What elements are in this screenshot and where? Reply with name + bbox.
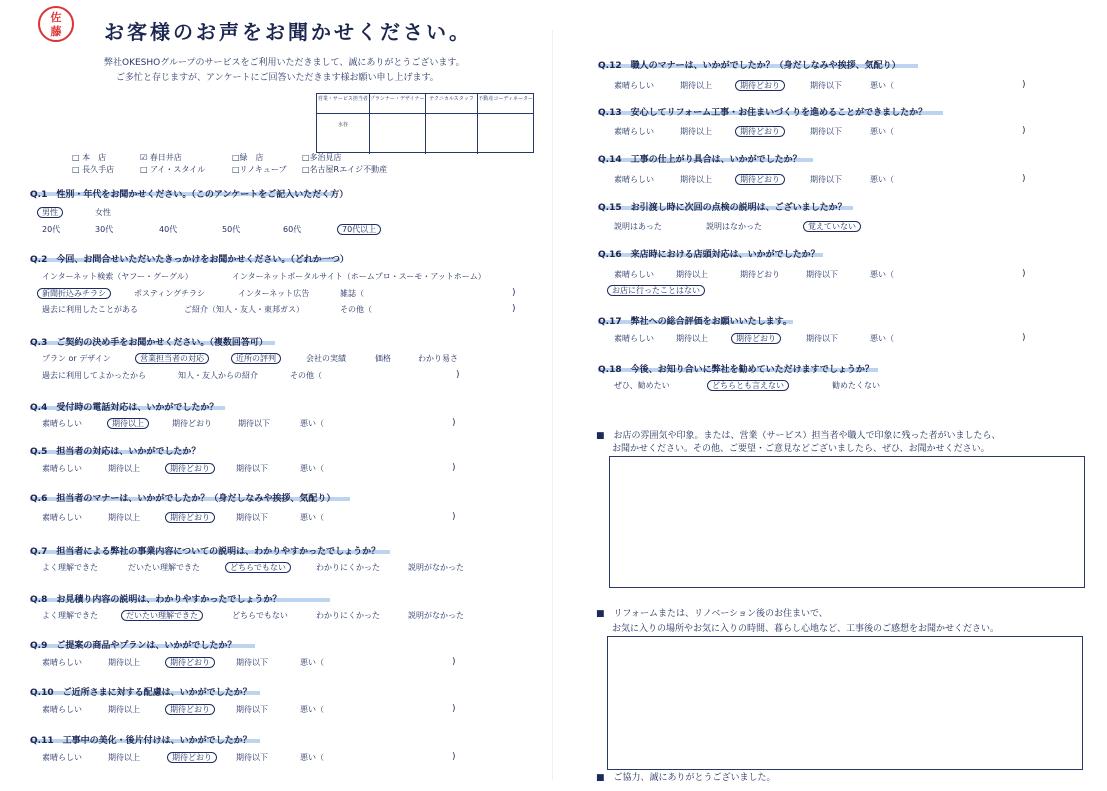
q13-below[interactable]: 期待以下: [810, 127, 842, 136]
q12-bad[interactable]: 悪い（: [870, 81, 894, 90]
q11-below[interactable]: 期待以下: [236, 753, 268, 762]
q9-above[interactable]: 期待以上: [108, 658, 140, 667]
q5-above[interactable]: 期待以上: [108, 464, 140, 473]
q1-70s-plus[interactable]: 70代以上: [342, 224, 381, 235]
q13-as-expected[interactable]: 期待どおり: [740, 126, 785, 137]
store-kasugai[interactable]: ☑ 春日井店: [140, 153, 182, 162]
q2-title: Q.2 今回、お問合せいただいたきっかけをお聞かせください。（どれか一つ）: [30, 255, 349, 265]
q13-bad-close: ): [1022, 126, 1026, 136]
q16-above[interactable]: 期待以上: [676, 270, 708, 279]
q3-sales-rep[interactable]: 営業担当者の対応: [140, 353, 209, 364]
q5-bad[interactable]: 悪い（: [300, 464, 324, 473]
q16-as-expected[interactable]: 期待どおり: [740, 270, 780, 279]
q3-friend-referral[interactable]: 知人・友人からの紹介: [178, 371, 258, 380]
q11-title: Q.11 工事中の美化・後片付けは、いかがでしたか？: [30, 736, 252, 746]
q12-title: Q.12 職人のマナーは、いかがでしたか？（身だしなみや挨拶、気配り）: [598, 61, 901, 71]
q4-as-expected[interactable]: 期待どおり: [172, 419, 212, 428]
q16-bad[interactable]: 悪い（: [870, 270, 894, 279]
staff-header-sales: 営業・サービス担当者: [317, 94, 370, 114]
q7-unclear[interactable]: わかりにくかった: [316, 563, 380, 572]
staff-header-planner: プランナー・デザイナー: [370, 94, 426, 114]
q18-not-recommend[interactable]: 勧めたくない: [832, 381, 880, 390]
q3-track-record[interactable]: 会社の実績: [306, 354, 346, 363]
q3-title: Q.3 ご契約の決め手をお聞かせください。（複数回答可）: [30, 338, 268, 348]
q5-bad-close: ): [452, 463, 456, 473]
q1-title: Q.1 性別・年代をお聞かせください。（このアンケートをご記入いただく方）: [30, 190, 349, 200]
q15-dont-remember[interactable]: 覚えていない: [808, 221, 861, 232]
q16-excellent[interactable]: 素晴らしい: [614, 270, 654, 279]
q16-below[interactable]: 期待以下: [806, 270, 838, 279]
q3-price[interactable]: 価格: [375, 354, 391, 363]
q11-bad-close: ): [452, 752, 456, 762]
q3-other[interactable]: その他（: [290, 371, 322, 380]
store-nagakute[interactable]: □ 長久手店: [72, 165, 115, 174]
q3-past-good[interactable]: 過去に利用してよかったから: [42, 371, 146, 380]
q7-title: Q.7 担当者による弊社の事業内容についての説明は、わかりやすかったでしょうか？: [30, 547, 381, 557]
q13-bad[interactable]: 悪い（: [870, 127, 894, 136]
q16-never-visited[interactable]: お店に行ったことはない: [612, 285, 705, 296]
q10-below[interactable]: 期待以下: [236, 705, 268, 714]
q10-excellent[interactable]: 素晴らしい: [42, 705, 82, 714]
q14-title: Q.14 工事の仕上がり具合は、いかがでしたか？: [598, 155, 802, 165]
q14-bad[interactable]: 悪い（: [870, 175, 894, 184]
q17-bad-close: ): [1022, 333, 1026, 343]
q4-below[interactable]: 期待以下: [238, 419, 270, 428]
q3-other-close: ): [456, 370, 460, 380]
q2-portal-site[interactable]: インターネットポータルサイト（ホームプロ・スーモ・アットホーム）: [232, 272, 486, 281]
q8-none[interactable]: 説明がなかった: [408, 611, 464, 620]
q13-excellent[interactable]: 素晴らしい: [614, 127, 654, 136]
thanks-footer: ■ ご協力、誠にありがとうございました。: [596, 773, 776, 783]
q10-bad-close: ): [452, 704, 456, 714]
q4-bad-close: ): [452, 418, 456, 428]
q7-neutral[interactable]: どちらでもない: [230, 562, 291, 573]
q3-reputation[interactable]: 近所の評判: [236, 353, 281, 364]
q12-above[interactable]: 期待以上: [680, 81, 712, 90]
staff-table: [316, 93, 534, 153]
q9-bad-close: ): [452, 657, 456, 667]
q18-title: Q.18 今後、お知り合いに弊社を勧めていただけますでしょうか？: [598, 365, 874, 375]
q11-as-expected[interactable]: 期待どおり: [172, 752, 217, 763]
q17-above[interactable]: 期待以上: [676, 334, 708, 343]
q1-30s[interactable]: 30代: [95, 225, 114, 234]
store-istyle[interactable]: □ アイ・スタイル: [140, 165, 206, 174]
q7-mostly[interactable]: だいたい理解できた: [128, 563, 200, 572]
q15-not-explained[interactable]: 説明はなかった: [706, 222, 762, 231]
q12-as-expected[interactable]: 期待どおり: [740, 80, 785, 91]
comment1-box[interactable]: [609, 456, 1085, 588]
store-honten[interactable]: □ 本 店: [72, 153, 107, 162]
q14-above[interactable]: 期待以上: [680, 175, 712, 184]
q4-above[interactable]: 期待以上: [112, 418, 149, 429]
q2-other-close: ): [512, 304, 516, 314]
q17-as-expected[interactable]: 期待どおり: [736, 333, 781, 344]
q2-past-use[interactable]: 過去に利用したことがある: [42, 305, 138, 314]
q6-above[interactable]: 期待以上: [108, 513, 140, 522]
q16-title: Q.16 来店時における店頭対応は、いかがでしたか？: [598, 250, 820, 260]
comment2-prompt-1: ■ リフォームまたは、リノベーション後のお住まいで、: [596, 609, 828, 619]
q6-bad[interactable]: 悪い（: [300, 513, 324, 522]
q11-excellent[interactable]: 素晴らしい: [42, 753, 82, 762]
q6-title: Q.6 担当者のマナーは、いかがでしたか？（身だしなみや挨拶、気配り）: [30, 494, 336, 504]
q14-bad-close: ): [1022, 174, 1026, 184]
q9-as-expected[interactable]: 期待どおり: [170, 657, 215, 668]
q5-title: Q.5 担当者の対応は、いかがでしたか？: [30, 447, 201, 457]
staff-cell-planner: [370, 114, 426, 154]
q9-below[interactable]: 期待以下: [236, 658, 268, 667]
q2-other[interactable]: その他（: [340, 305, 372, 314]
staff-header-realestate: 不動産コーディネーター: [478, 94, 533, 114]
q6-bad-close: ): [452, 512, 456, 522]
q10-bad[interactable]: 悪い（: [300, 705, 324, 714]
q2-posting-flyer[interactable]: ポスティングチラシ: [134, 289, 206, 298]
q3-plan-design[interactable]: プラン or デザイン: [42, 354, 111, 363]
q12-excellent[interactable]: 素晴らしい: [614, 81, 654, 90]
q6-below[interactable]: 期待以下: [236, 513, 268, 522]
q2-internet-ad[interactable]: インターネット広告: [238, 289, 310, 298]
q1-20s[interactable]: 20代: [42, 225, 61, 234]
page-title: お客様のお声をお聞かせください。: [104, 20, 472, 44]
q9-bad[interactable]: 悪い（: [300, 658, 324, 667]
q13-title: Q.13 安心してリフォーム工事・お住まいづくりを進めることができましたか？: [598, 108, 928, 118]
q14-as-expected[interactable]: 期待どおり: [740, 174, 785, 185]
q7-well[interactable]: よく理解できた: [42, 563, 98, 572]
q8-neutral[interactable]: どちらでもない: [232, 611, 288, 620]
q8-title: Q.8 お見積り内容の説明は、わかりやすかったでしょうか？: [30, 595, 282, 605]
stamp-seal: 佐 藤: [38, 6, 74, 42]
q17-title: Q.17 弊社への総合評価をお願いいたします。: [598, 317, 792, 327]
q7-none[interactable]: 説明がなかった: [408, 563, 464, 572]
q17-excellent[interactable]: 素晴らしい: [614, 334, 654, 343]
q4-excellent[interactable]: 素晴らしい: [42, 419, 82, 428]
q12-bad-close: ): [1022, 80, 1026, 90]
column-divider: [552, 30, 553, 780]
q18-recommend[interactable]: ぜひ、勧めたい: [614, 381, 670, 390]
q1-60s[interactable]: 60代: [283, 225, 302, 234]
q14-excellent[interactable]: 素晴らしい: [614, 175, 654, 184]
q6-as-expected[interactable]: 期待どおり: [170, 512, 215, 523]
q3-clarity[interactable]: わかり易さ: [418, 354, 458, 363]
q14-below[interactable]: 期待以下: [810, 175, 842, 184]
q12-below[interactable]: 期待以下: [810, 81, 842, 90]
q8-mostly[interactable]: だいたい理解できた: [126, 610, 203, 621]
q10-title: Q.10 ご近所さまに対する配慮は、いかがでしたか？: [30, 688, 252, 698]
q9-excellent[interactable]: 素晴らしい: [42, 658, 82, 667]
q13-above[interactable]: 期待以上: [680, 127, 712, 136]
q4-bad[interactable]: 悪い（: [300, 419, 324, 428]
q15-title: Q.15 お引渡し時に次回の点検の説明は、ございましたか？: [598, 203, 847, 213]
intro-line-1: 弊社OKESHOグループのサービスをご利用いただきまして、誠にありがとうございます。: [104, 58, 465, 68]
q9-title: Q.9 ご提案の商品やプランは、いかがでしたか？: [30, 641, 237, 651]
q2-newspaper-flyer[interactable]: 新聞折込みチラシ: [42, 288, 111, 299]
q4-title: Q.4 受付時の電話対応は、いかがでしたか？: [30, 403, 219, 413]
staff-cell-technical: [426, 114, 479, 154]
q5-as-expected[interactable]: 期待どおり: [170, 463, 215, 474]
store-midori[interactable]: □緑 店: [232, 153, 264, 162]
comment2-box[interactable]: [607, 636, 1083, 770]
store-tajimi[interactable]: □多治見店: [302, 153, 342, 162]
q10-as-expected[interactable]: 期待どおり: [170, 704, 215, 715]
staff-signature: 水谷: [317, 114, 370, 154]
q1-male[interactable]: 男性: [42, 207, 63, 218]
comment1-prompt-1: ■ お店の雰囲気や印象。または、営業（サービス）担当者や職人で印象に残った者がいましたら、: [596, 431, 1001, 441]
staff-header-technical: テクニカルスタッフ: [426, 94, 479, 114]
q2-magazine[interactable]: 雑誌（: [340, 289, 364, 298]
q18-neutral[interactable]: どちらとも言えない: [712, 380, 789, 391]
q8-unclear[interactable]: わかりにくかった: [316, 611, 380, 620]
q16-bad-close: ): [1022, 269, 1026, 279]
store-nagoya-r-age[interactable]: □名古屋Rエイジ不動産: [302, 165, 388, 174]
q2-magazine-close: ): [512, 288, 516, 298]
q2-referral[interactable]: ご紹介（知人・友人・東邦ガス）: [184, 305, 304, 314]
q17-bad[interactable]: 悪い（: [870, 334, 894, 343]
intro-line-2: ご多忙と存じますが、アンケートにご回答いただきます様お願い申し上げます。: [116, 73, 439, 83]
q8-well[interactable]: よく理解できた: [42, 611, 98, 620]
q5-excellent[interactable]: 素晴らしい: [42, 464, 82, 473]
comment1-prompt-2: お聞かせください。その他、ご要望・ご意見などございましたら、ぜひ、お聞かせください。: [612, 444, 990, 454]
q1-40s[interactable]: 40代: [159, 225, 178, 234]
q6-excellent[interactable]: 素晴らしい: [42, 513, 82, 522]
q5-below[interactable]: 期待以下: [236, 464, 268, 473]
comment2-prompt-2: お気に入りの場所やお気に入りの時間、暮らし心地など、工事後のご感想をお聞かせください。: [612, 624, 1000, 634]
q2-internet-search[interactable]: インターネット検索（ヤフー・グーグル）: [42, 272, 193, 281]
store-renocube[interactable]: □リノキューブ: [232, 165, 287, 174]
q10-above[interactable]: 期待以上: [108, 705, 140, 714]
q15-explained[interactable]: 説明はあった: [614, 222, 662, 231]
q17-below[interactable]: 期待以下: [806, 334, 838, 343]
q1-female[interactable]: 女性: [95, 208, 111, 217]
q11-bad[interactable]: 悪い（: [300, 753, 324, 762]
q11-above[interactable]: 期待以上: [108, 753, 140, 762]
q1-50s[interactable]: 50代: [222, 225, 241, 234]
staff-cell-realestate: [478, 114, 533, 154]
